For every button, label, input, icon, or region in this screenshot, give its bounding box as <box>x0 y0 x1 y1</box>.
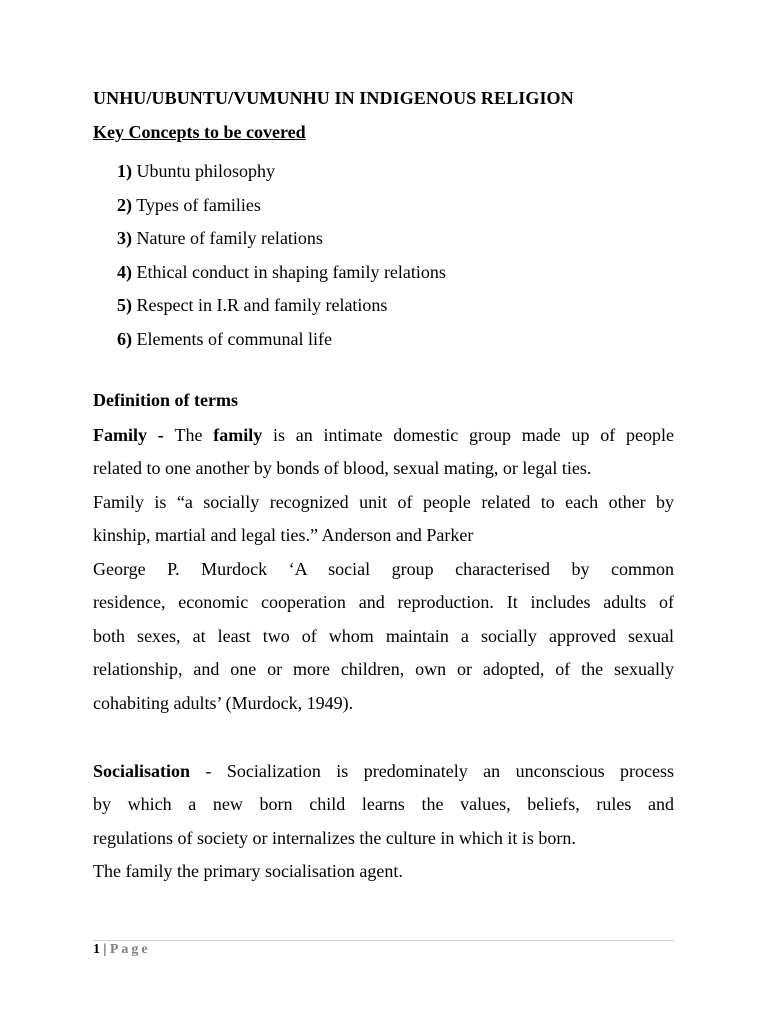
family-bold-word: family <box>213 425 263 445</box>
list-item <box>117 222 446 256</box>
socialisation-definition-line <box>93 755 674 788</box>
family-definition-line: related to one another by bonds of blood, sexual mating, or legal ties. <box>93 458 592 479</box>
socialisation-definition-line: by which a new born child learns the values, beliefs, rules and <box>93 794 674 815</box>
list-item-number: 4) <box>117 261 132 282</box>
socialisation-definition-line: regulations of society or internalizes the culture in which it is born. <box>93 827 576 848</box>
murdock-definition-line: relationship, and one or more children, own or adopted, of the sexually <box>93 659 674 680</box>
family-line1-rest: is an intimate domestic group made up of people <box>262 425 674 445</box>
murdock-definition-line: George P. Murdock ‘A social group characterised by common <box>93 559 674 579</box>
list-item-number: 3) <box>117 228 132 249</box>
document-title: UNHU/UBUNTU/VUMUNHU IN INDIGENOUS RELIGION <box>93 88 574 108</box>
list-item-number: 2) <box>117 194 132 215</box>
list-item <box>117 289 446 323</box>
list-item-text: Elements of communal life <box>136 328 332 349</box>
murdock-definition-line: cohabiting adults’ (Murdock, 1949). <box>93 692 354 713</box>
page-footer <box>93 942 151 958</box>
family-term: Family - <box>93 425 175 445</box>
family-definition-line <box>93 419 674 452</box>
list-item-number: 6) <box>117 328 132 349</box>
list-item-text: Respect in I.R and family relations <box>136 295 388 316</box>
family-definition-line: kinship, martial and legal ties.” Anderson and Parker <box>93 525 474 546</box>
socialisation-term: Socialisation <box>93 761 191 781</box>
family-definition-line: Family is “a socially recognized unit of people related to each other by <box>93 491 674 512</box>
footer-divider <box>93 940 674 941</box>
murdock-definition <box>93 553 674 720</box>
page-number: 1 <box>93 942 100 957</box>
key-concepts-list <box>117 155 446 357</box>
murdock-definition-line: residence, economic cooperation and reproduction. It includes adults of <box>93 592 674 613</box>
list-item-text: Ubuntu philosophy <box>136 161 276 181</box>
list-item <box>117 189 446 223</box>
list-item-number: 5) <box>117 295 132 316</box>
page-label: Page <box>109 942 151 957</box>
socialisation-line1-rest: - Socialization is predominately an unconscious process <box>190 761 674 781</box>
family-lead: The <box>174 425 214 445</box>
list-item-text: Ethical conduct in shaping family relations <box>136 261 446 282</box>
footer-separator: | <box>100 942 110 957</box>
murdock-definition-line: both sexes, at least two of whom maintain a socially approved sexual <box>93 625 674 646</box>
list-item-text: Nature of family relations <box>136 228 323 249</box>
socialisation-definition <box>93 755 674 889</box>
key-concepts-heading: Key Concepts to be covered <box>93 122 306 142</box>
list-item <box>117 323 446 357</box>
socialisation-definition-line: The family the primary socialisation agent. <box>93 861 403 882</box>
definitions-heading: Definition of terms <box>93 390 238 410</box>
family-definition <box>93 419 674 553</box>
list-item <box>117 256 446 290</box>
list-item-number: 1) <box>117 161 132 181</box>
list-item <box>117 155 446 189</box>
list-item-text: Types of families <box>136 194 261 215</box>
